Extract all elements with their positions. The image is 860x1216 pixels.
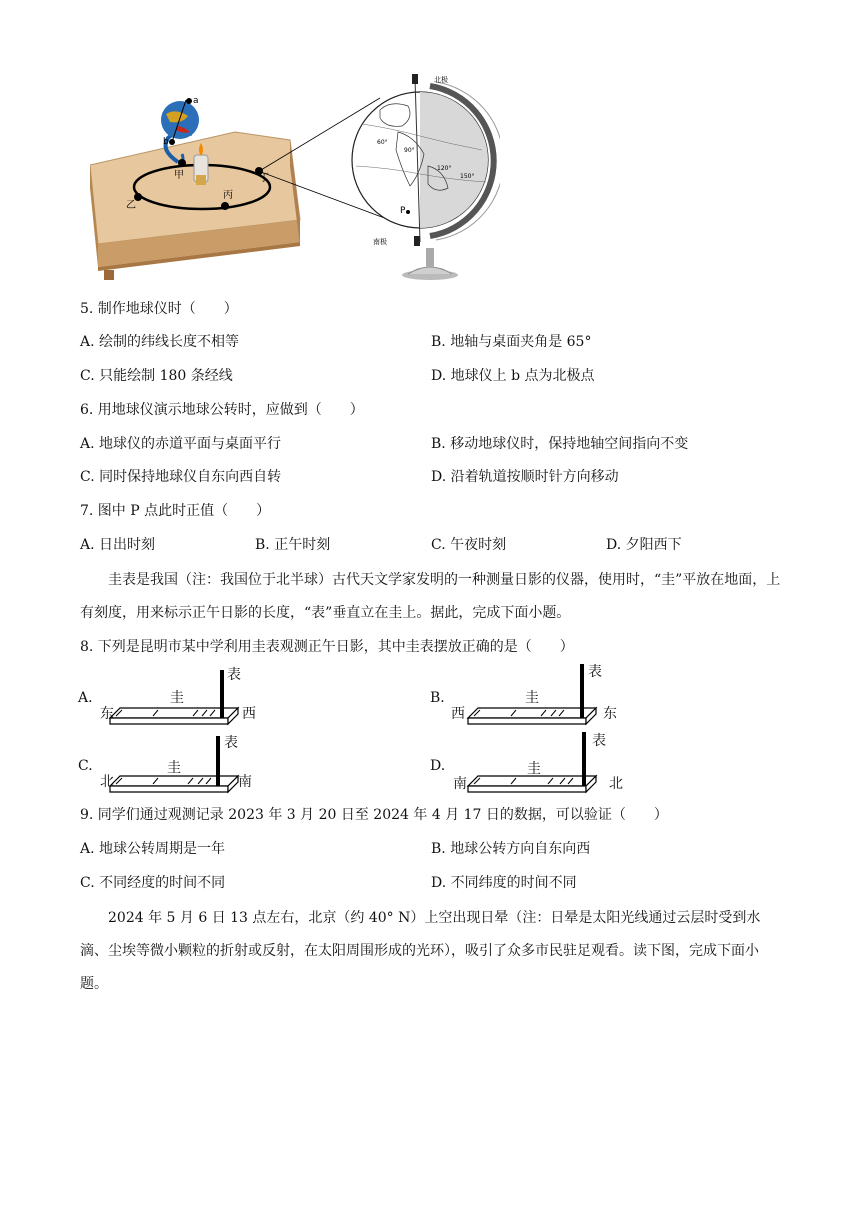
q7-stem: 7. 图中 P 点此时正值（ ） [80, 503, 271, 519]
q8-a-right: 西 [242, 706, 256, 722]
q8-b-left: 西 [451, 706, 465, 722]
q9-option-a[interactable]: A. 地球公转周期是一年 [80, 841, 226, 857]
q6-option-c[interactable]: C. 同时保持地球仪自东向西自转 [80, 469, 282, 485]
label-ding: 丁 [259, 173, 269, 184]
label-north-pole: 北极 [434, 76, 448, 84]
q6-option-d[interactable]: D. 沿着轨道按顺时针方向移动 [431, 469, 619, 485]
q8-a-gui: 圭 [170, 690, 184, 706]
label-a: a [193, 96, 199, 106]
q8-c-gui: 圭 [167, 760, 181, 776]
label-p: P [400, 206, 406, 216]
label-lon120: 120° [437, 165, 452, 172]
q7-option-d[interactable]: D. 夕阳西下 [606, 537, 682, 553]
q5-option-c[interactable]: C. 只能绘制 180 条经线 [80, 368, 233, 384]
globe-figure [90, 70, 500, 280]
q9-option-b[interactable]: B. 地球公转方向自东向西 [431, 841, 591, 857]
q5-stem: 5. 制作地球仪时（ ） [80, 301, 238, 317]
q8-d-right: 北 [609, 776, 623, 792]
q8-b-biao: 表 [588, 664, 602, 680]
enlarged-globe [352, 74, 500, 280]
label-south-pole: 南极 [373, 238, 387, 246]
q5-option-d[interactable]: D. 地球仪上 b 点为北极点 [431, 368, 595, 384]
table [90, 132, 300, 280]
q6-option-b[interactable]: B. 移动地球仪时，保持地轴空间指向不变 [431, 436, 689, 452]
q8-a-biao: 表 [227, 667, 241, 683]
q8-option-c-letter[interactable]: C. [78, 758, 93, 774]
q8-d-biao: 表 [592, 733, 606, 749]
q8-b-right: 东 [603, 706, 617, 722]
passage-guibiao: 圭表是我国（注：我国位于北半球）古代天文学家发明的一种测量日影的仪器，使用时，“圭”平放在地面，上有刻度，用来标示正午日影的长度，“表”垂直立在圭上。据此，完成下面小题。 [80, 572, 781, 621]
label-lon60: 60° [377, 139, 388, 146]
q8-option-b-letter[interactable]: B. [430, 690, 445, 706]
q9-option-d[interactable]: D. 不同纬度的时间不同 [431, 875, 577, 891]
label-b: b [163, 137, 169, 147]
q8-a-left: 东 [100, 706, 114, 722]
q9-stem: 9. 同学们通过观测记录 2023 年 3 月 20 日至 2024 年 4 月 17 日的数据，可以验证（ ） [80, 807, 668, 823]
q8-d-gui: 圭 [527, 761, 541, 777]
passage-halo: 2024 年 5 月 6 日 13 点左右，北京（约 40° N）上空出现日晕（注：日晕是太阳光线通过云层时受到水滴、尘埃等微小颗粒的折射或反射，在太阳周围形成的光环），吸引了众多市民驻足观看。读下图，完成下面小题。 [80, 910, 761, 992]
label-lon90: 90° [404, 147, 415, 154]
q8-c-right: 南 [238, 774, 252, 790]
label-yi: 乙 [126, 200, 136, 211]
label-bing: 丙 [223, 190, 233, 201]
q7-option-c[interactable]: C. 午夜时刻 [431, 537, 507, 553]
q9-option-c[interactable]: C. 不同经度的时间不同 [80, 875, 226, 891]
q5-option-b[interactable]: B. 地轴与桌面夹角是 65° [431, 334, 592, 350]
q8-c-biao: 表 [224, 735, 238, 751]
q5-option-a[interactable]: A. 绘制的纬线长度不相等 [80, 334, 240, 350]
label-lon150: 150° [460, 173, 475, 180]
q8-d-left: 南 [453, 776, 467, 792]
q8-stem: 8. 下列是昆明市某中学利用圭表观测正午日影，其中圭表摆放正确的是（ ） [80, 639, 574, 655]
label-jia: 甲 [174, 170, 184, 181]
q8-b-gui: 圭 [525, 690, 539, 706]
q6-option-a[interactable]: A. 地球仪的赤道平面与桌面平行 [80, 436, 282, 452]
q8-option-d-letter[interactable]: D. [430, 758, 446, 774]
q8-option-a-letter[interactable]: A. [78, 690, 93, 706]
q6-stem: 6. 用地球仪演示地球公转时，应做到（ ） [80, 402, 364, 418]
q8-c-left: 北 [100, 774, 114, 790]
q7-option-a[interactable]: A. 日出时刻 [80, 537, 156, 553]
q7-option-b[interactable]: B. 正午时刻 [255, 537, 331, 553]
